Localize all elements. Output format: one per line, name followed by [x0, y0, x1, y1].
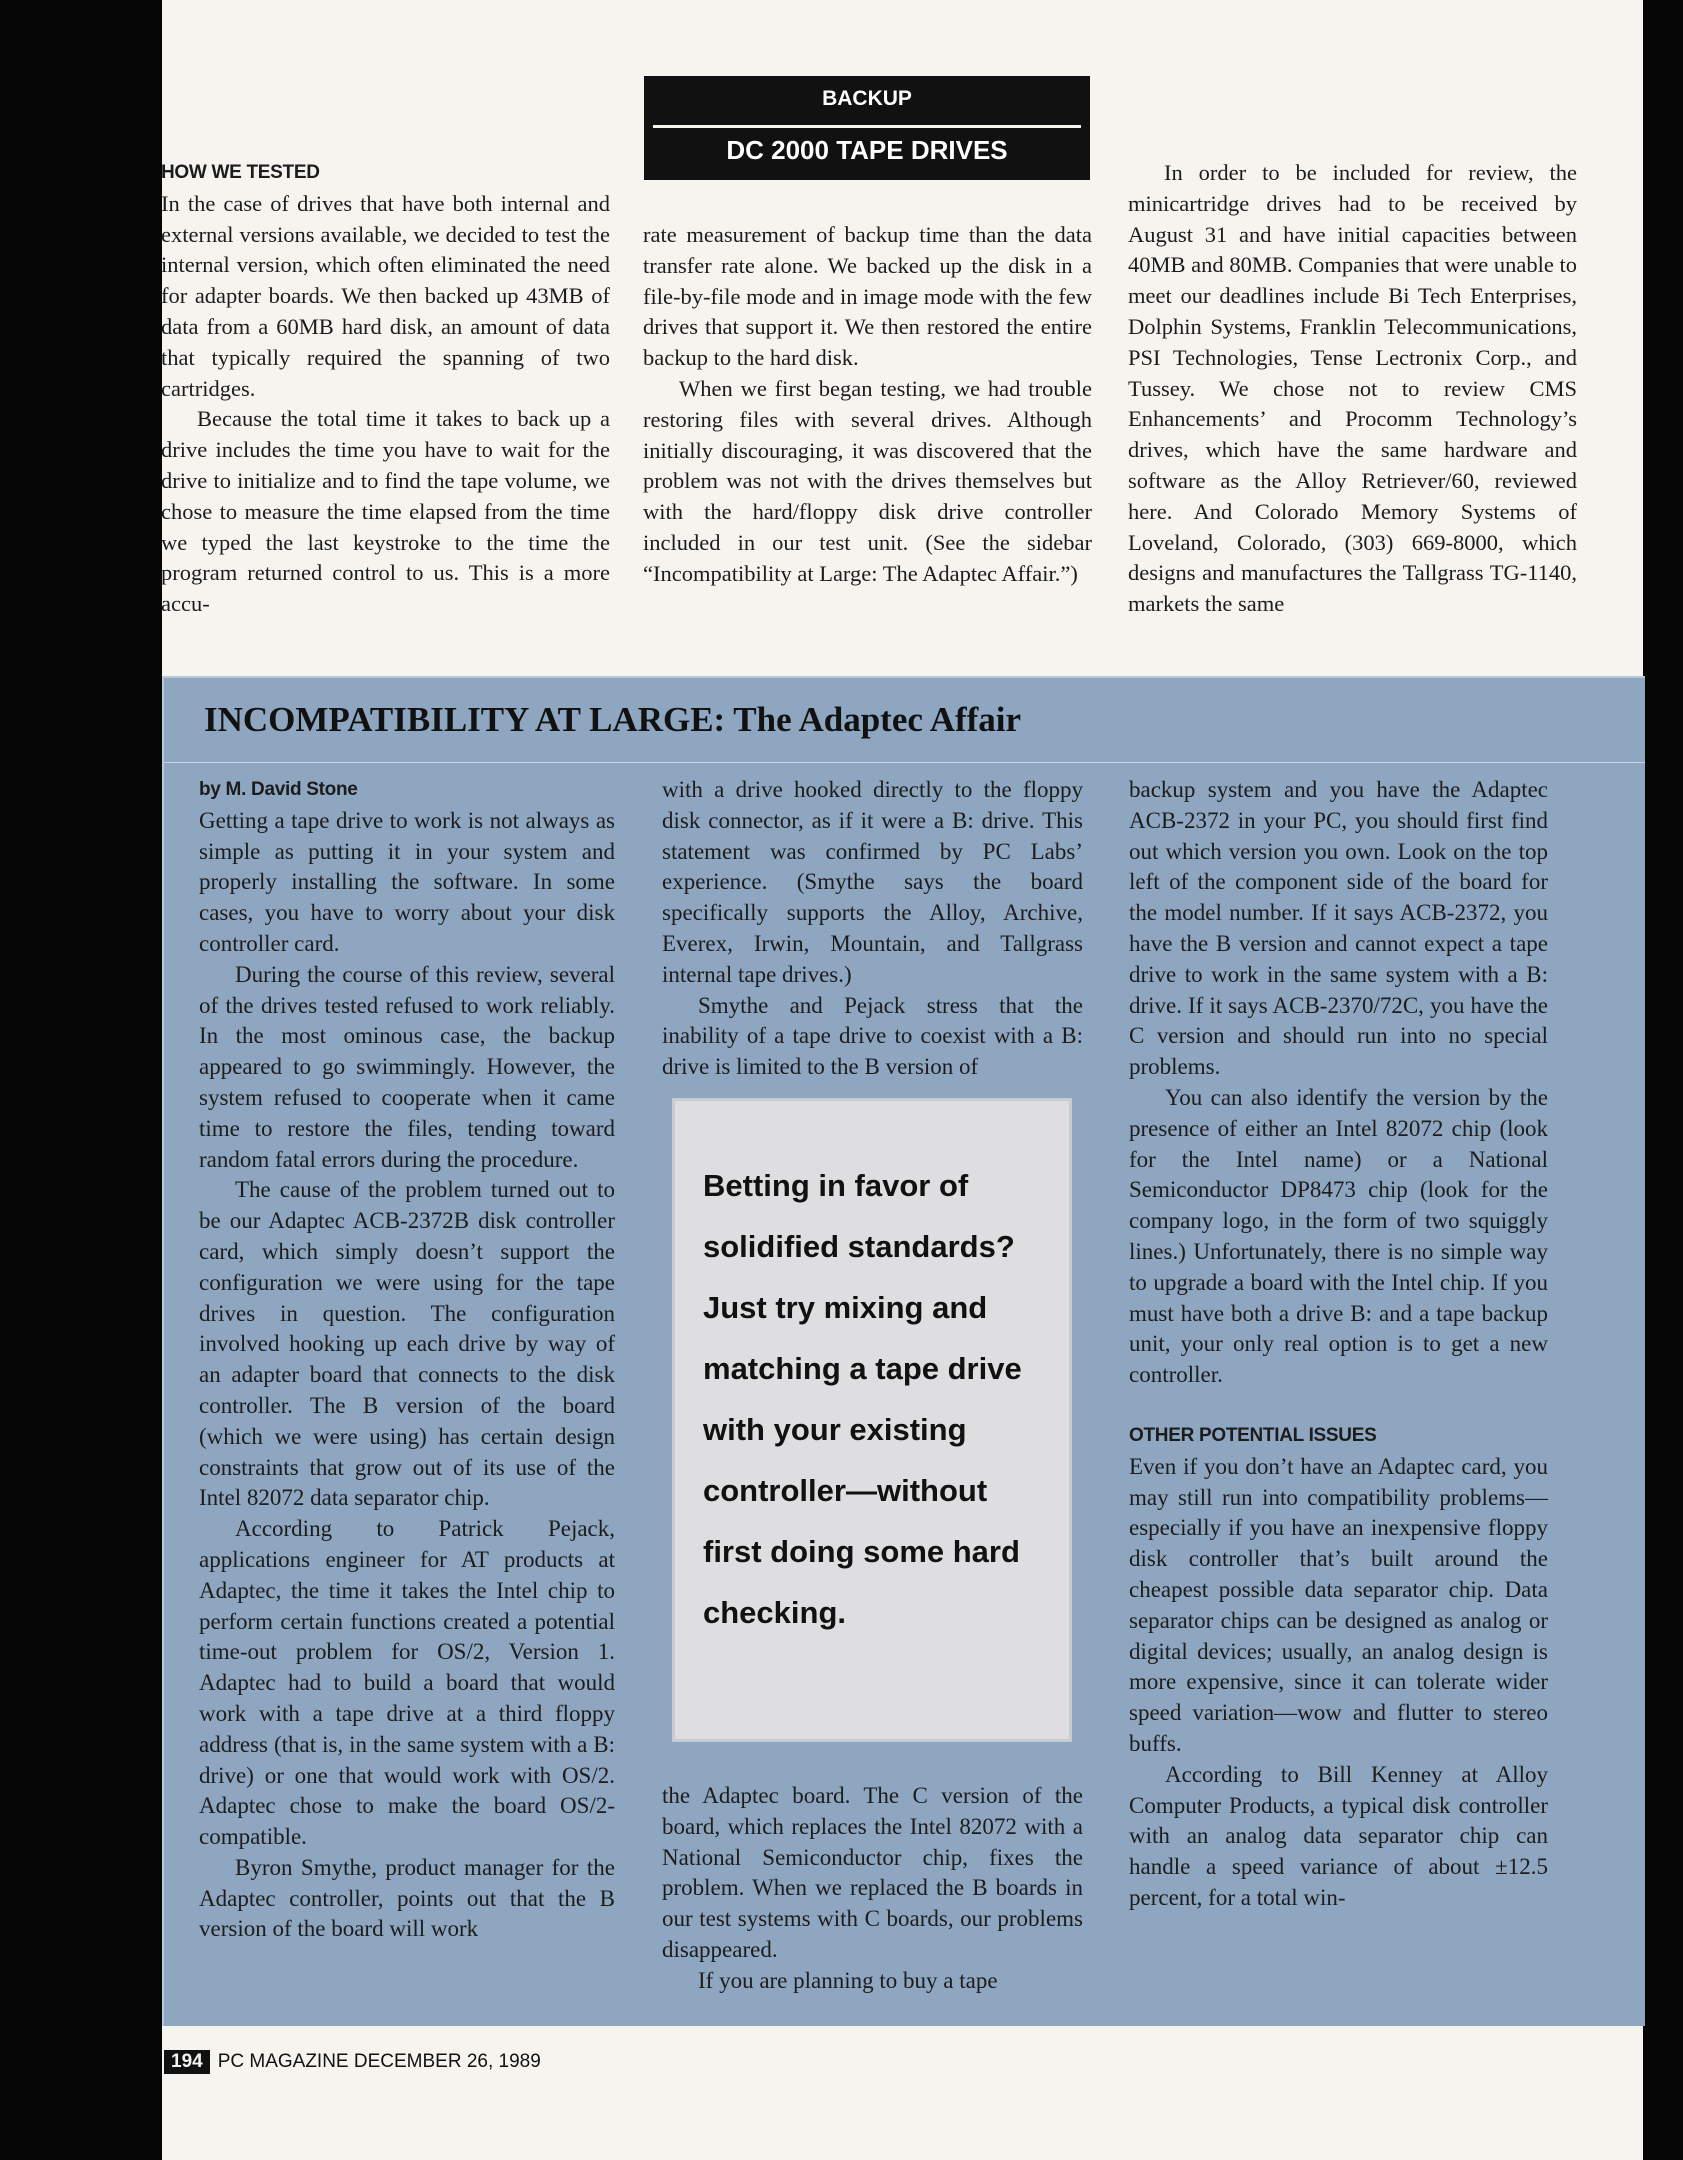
sidebar-column-1: [199, 775, 615, 1945]
paragraph: In the case of drives that have both internal and external versions available, we decided to test the internal version, which often eliminated the need for adapter boards. We then backed up 43MB of data from a 60MB hard disk, an amount of data that typically required the spanning of two cartridges.: [161, 190, 610, 401]
subhead-how-we-tested: HOW WE TESTED: [161, 162, 320, 183]
sidebar-title: INCOMPATIBILITY AT LARGE: The Adaptec Affair: [204, 700, 1022, 739]
paragraph: In order to be included for review, the minicartridge drives had to be received by August 31 and have initial capacities between 40MB and 80MB. Companies that were unable to meet our deadlines include Bi Tech Enterprises, Dolphin Systems, Franklin Telecommunications, PSI Technologies, Tense Lectronix Corp., and Tussey. We chose not to review CMS Enhancements’ and Procomm Technology’s drives, which have the same hardware and software as the Alloy Retriever/60, reviewed here. And Colorado Memory Systems of Loveland, Colorado, (303) 669-8000, which designs and manufactures the Tallgrass TG-1140, markets the same: [1128, 160, 1577, 617]
scan-right-edge: [1643, 0, 1683, 2160]
paragraph: Because the total time it takes to back up a drive includes the time you have to wait for the drive to initialize and to find the tape volume, we chose to measure the time elapsed from the time we typed the last keystroke to the time the program returned control to us. This is a more accu-: [161, 406, 610, 617]
pull-quote-box: [672, 1098, 1072, 1742]
header-divider: [653, 125, 1081, 128]
page-number: 194: [164, 2050, 210, 2074]
sidebar-title-rule: [164, 762, 1645, 763]
paragraph: rate measurement of backup time than the data transfer rate alone. We backed up the disk in a file-by-file mode and in image mode with the few drives that support it. We then restored the entire backup to the hard disk.: [643, 222, 1092, 371]
section-header: [644, 76, 1090, 180]
section-label: BACKUP: [822, 87, 912, 110]
page-footer: [164, 2050, 541, 2074]
sidebar-column-2-top: [662, 775, 1083, 1083]
paragraph: You can also identify the version by the presence of either an Intel 82072 chip (look for the Intel name) or a National Semiconductor DP8473 chip (look for the company logo, in the form of two squiggly lines.) Unfortunately, there is no simple way to upgrade a board with the Intel chip. If you must have both a drive B: and a tape backup unit, your only real option is to get a new controller.: [1129, 1084, 1548, 1388]
scan-left-edge: [0, 0, 162, 2160]
paragraph: When we first began testing, we had trouble restoring files with several drives. Although initially discouraging, it was discovered that the problem was not with the drives themselves but with the hard/floppy disk drive controller included in our test unit. (See the sidebar “Incompatibility at Large: The Adaptec Affair.”): [643, 375, 1092, 586]
paragraph: Getting a tape drive to work is not always as simple as putting it in your system and properly installing the software. In some cases, you have to worry about your disk controller card.: [199, 807, 615, 956]
sidebar-column-2-bottom: [662, 1781, 1083, 1997]
byline: by M. David Stone: [199, 779, 358, 800]
paragraph: Even if you don’t have an Adaptec card, you may still run into compatibility problems—especially if you have an inexpensive floppy disk controller that’s built around the cheapest possible data separator chip. Data separator chips can be designed as analog or digital devices; usually, an analog design is more expensive, since it can tolerate wider speed variation—wow and flutter to stereo buffs.: [1129, 1453, 1548, 1756]
paragraph: The cause of the problem turned out to be our Adaptec ACB-2372B disk controller card, which simply doesn’t support the configuration we were using for the tape drives in question. The configuration involved hooking up each drive by way of an adapter board that connects to the disk controller. The B version of the board (which we were using) has certain design constraints that grow out of its use of the Intel 82072 data separator chip.: [199, 1177, 615, 1511]
paragraph: Smythe and Pejack stress that the inability of a tape drive to coexist with a B: drive is limited to the B version of: [662, 992, 1083, 1080]
paragraph: backup system and you have the Adaptec ACB-2372 in your PC, you should first find out which version you own. Look on the top left of the component side of the board for the model number. If it says ACB-2372, you have the B version and cannot expect a tape drive to work in the same system with a B: drive. If it says ACB-2370/72C, you have the C version and should run into no special problems.: [1129, 777, 1548, 1080]
paragraph: with a drive hooked directly to the floppy disk connector, as if it were a B: drive. This statement was confirmed by PC Labs’ experience. (Smythe says the board specifically supports the Alloy, Archive, Everex, Irwin, Mountain, and Tallgrass internal tape drives.): [662, 777, 1083, 987]
article-column-1: [161, 158, 610, 620]
paragraph: During the course of this review, several of the drives tested refused to work reliably. In the most ominous case, the backup appeared to go swimmingly. However, the system refused to cooperate when it came time to restore the files, tending toward random fatal errors during the procedure.: [199, 961, 615, 1172]
paragraph: If you are planning to buy a tape: [698, 1967, 998, 1993]
pull-quote: Betting in favor of solidified standards? Just try mixing and matching a tape drive with your existing controller—without first doing some hard checking.: [703, 1168, 1022, 1630]
article-column-2: [643, 220, 1092, 590]
paragraph: According to Patrick Pejack, applications engineer for AT products at Adaptec, the time it takes the Intel chip to perform certain functions created a potential time-out problem for OS/2, Version 1. Adaptec had to build a board that would work with a tape drive at a third floppy address (that is, in the same system with a B: drive) or one that would work with OS/2. Adaptec chose to make the board OS/2-compatible.: [199, 1516, 615, 1850]
sidebar-column-3: [1129, 775, 1548, 1914]
paragraph: Byron Smythe, product manager for the Adaptec controller, points out that the B version of the board will work: [199, 1854, 615, 1942]
paragraph: the Adaptec board. The C version of the board, which replaces the Intel 82072 with a National Semiconductor chip, fixes the problem. When we replaced the B boards in our test systems with C boards, our problems disappeared.: [662, 1783, 1083, 1962]
section-title: DC 2000 TAPE DRIVES: [726, 135, 1008, 165]
paragraph: According to Bill Kenney at Alloy Computer Products, a typical disk controller with an analog data separator chip can handle a speed variance of about ±12.5 percent, for a total win-: [1129, 1761, 1548, 1910]
publication-line: PC MAGAZINE DECEMBER 26, 1989: [217, 2051, 541, 2072]
subhead-other-issues: OTHER POTENTIAL ISSUES: [1129, 1424, 1377, 1446]
article-column-3: [1128, 158, 1577, 620]
